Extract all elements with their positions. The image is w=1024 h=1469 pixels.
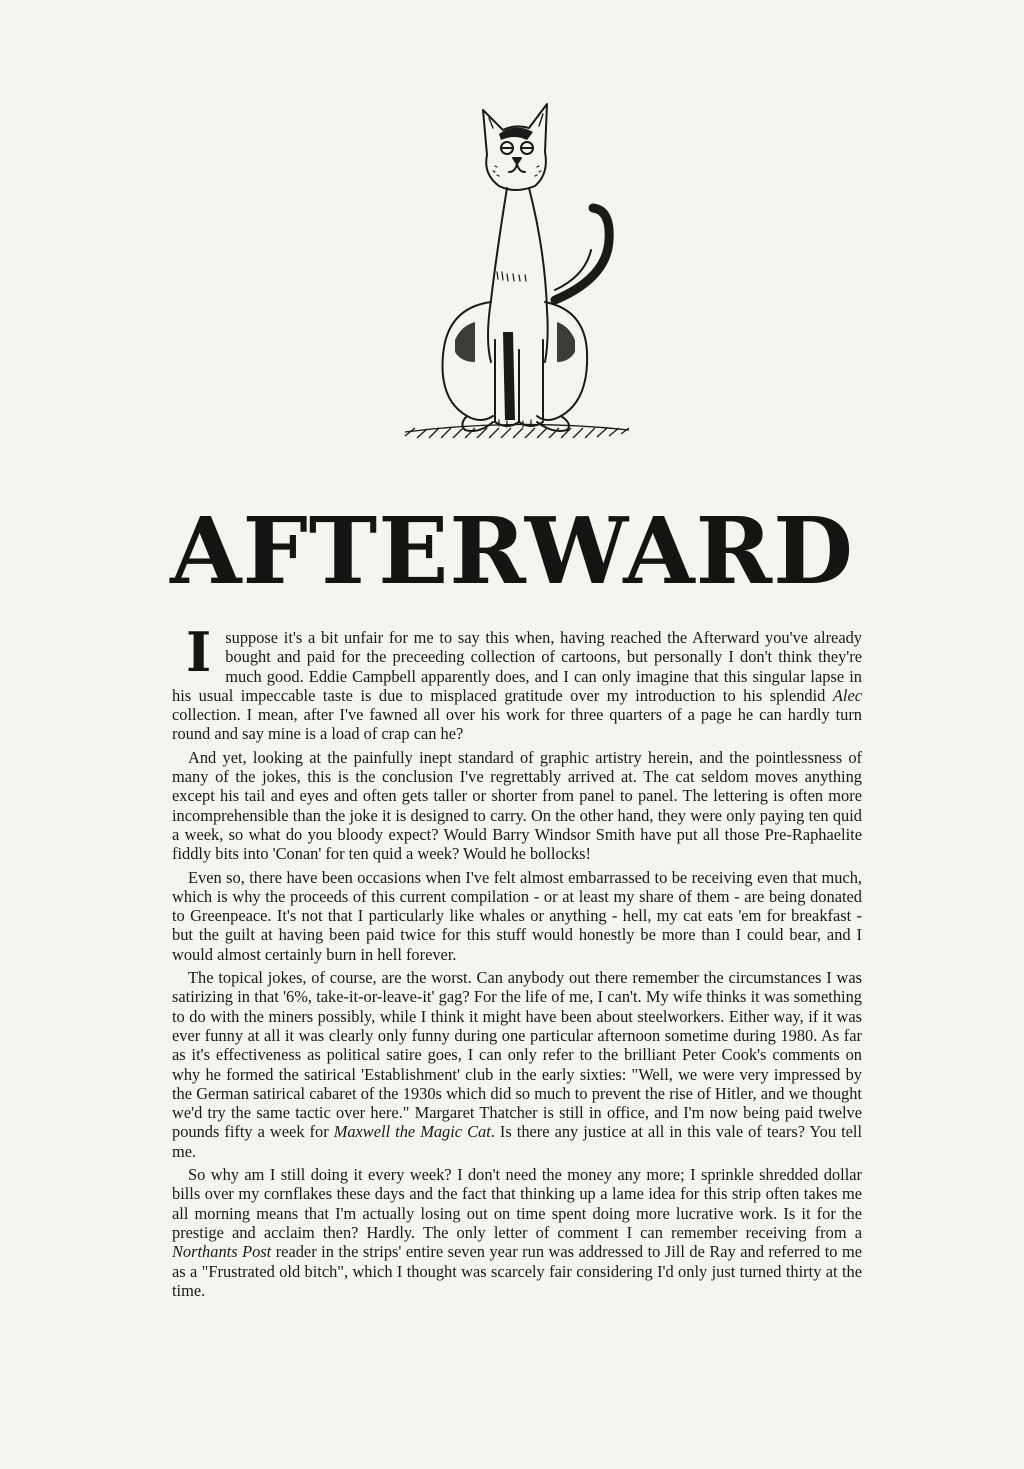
paragraph-5-text-a: So why am I still doing it every week? I don't need the money any more; I sprinkle shredded dollar bills over my cornflakes these days and the fact that thinking up a lame idea for this strip often takes me all morning means that I'm actually losing out on time spent doing more lucrative work. Is it for the prestige and acclaim then? Hardly. The only letter of comment I can remember receiving from a	[172, 1165, 862, 1242]
paragraph-2: And yet, looking at the painfully inept standard of graphic artistry herein, and the pointlessness of many of the jokes, this is the conclusion I've regrettably arrived at. The cat seldom moves anything except his tail and eyes and often gets taller or shorter from panel to panel. The lettering is often more incomprehensible than the joke it is designed to carry. On the other hand, they were only paying ten quid a week, so what do you bloody expect? Would Barry Windsor Smith have put all those Pre-Raphaelite fiddly bits into 'Conan' for ten quid a week? Would he bollocks!	[172, 747, 862, 864]
drop-cap: I	[186, 620, 212, 684]
paragraph-4	[172, 968, 862, 1161]
paragraph-1-text-a: suppose it's a bit unfair for me to say this when, having reached the Afterward you've already bought and paid for the preceeding collection of cartoons, but personally I don't think they're much good. Eddie Campbell apparently does, and I can only imagine that this singular lapse in his usual impeccable taste is due to misplaced gratitude over my introduction to his splendid	[172, 628, 862, 705]
paragraph-1-italic: Alec	[832, 685, 862, 705]
article-body	[172, 620, 863, 1304]
paragraph-3: Even so, there have been occasions when I've felt almost embarrassed to be receiving even that much, which is why the proceeds of this current compilation - or at least my share of them - are being donated to Greenpeace. It's not that I particularly like whales or anything - hell, my cat eats 'em for breakfast - but the guilt at having been paid twice for this stuff would honestly be more than I could bear, and I would almost certainly burn in hell forever.	[172, 867, 862, 964]
paragraph-5	[172, 1165, 862, 1300]
paragraph-1	[172, 620, 862, 744]
paragraph-5-text-b: reader in the strips' entire seven year run was addressed to Jill de Ray and referred to me as a "Frustrated old bitch", which I thought was scarcely fair considering I'd only just turned thirty at the time.	[172, 1242, 862, 1300]
paragraph-4-text-a: The topical jokes, of course, are the worst. Can anybody out there remember the circumstances I was satirizing in that '6%, take-it-or-leave-it' gag? For the life of me, I can't. My wife thinks it was something to do with the miners possibly, while I think it might have been about steelworkers. Either way, if it was ever funny at all it was clearly only funny during one particular afternoon sometime during 1980. As far as it's effectiveness as political satire goes, I can only refer to the brilliant Peter Cook's comments on why he formed the satirical 'Establishment' club in the early sixties: "Well, we were very impressed by the German satirical cabaret of the 1930s which did so much to prevent the rise of Hitler, and we thought we'd try the same tactic over here." Margaret Thatcher is still in office, and I'm now being paid twelve pounds fifty a week for	[172, 968, 862, 1142]
paragraph-1-text-b: collection. I mean, after I've fawned all over his work for three quarters of a page he can hardly turn round and say mine is a load of crap can he?	[172, 705, 862, 744]
cat-illustration	[395, 100, 635, 445]
paragraph-4-italic: Maxwell the Magic Cat	[333, 1122, 491, 1142]
paragraph-5-italic: Northants Post	[172, 1242, 272, 1262]
paragraph-4-text-b: . Is there any justice at all in this vale of tears? You tell me.	[172, 1122, 863, 1161]
page-title: AFTERWARD	[170, 497, 854, 605]
